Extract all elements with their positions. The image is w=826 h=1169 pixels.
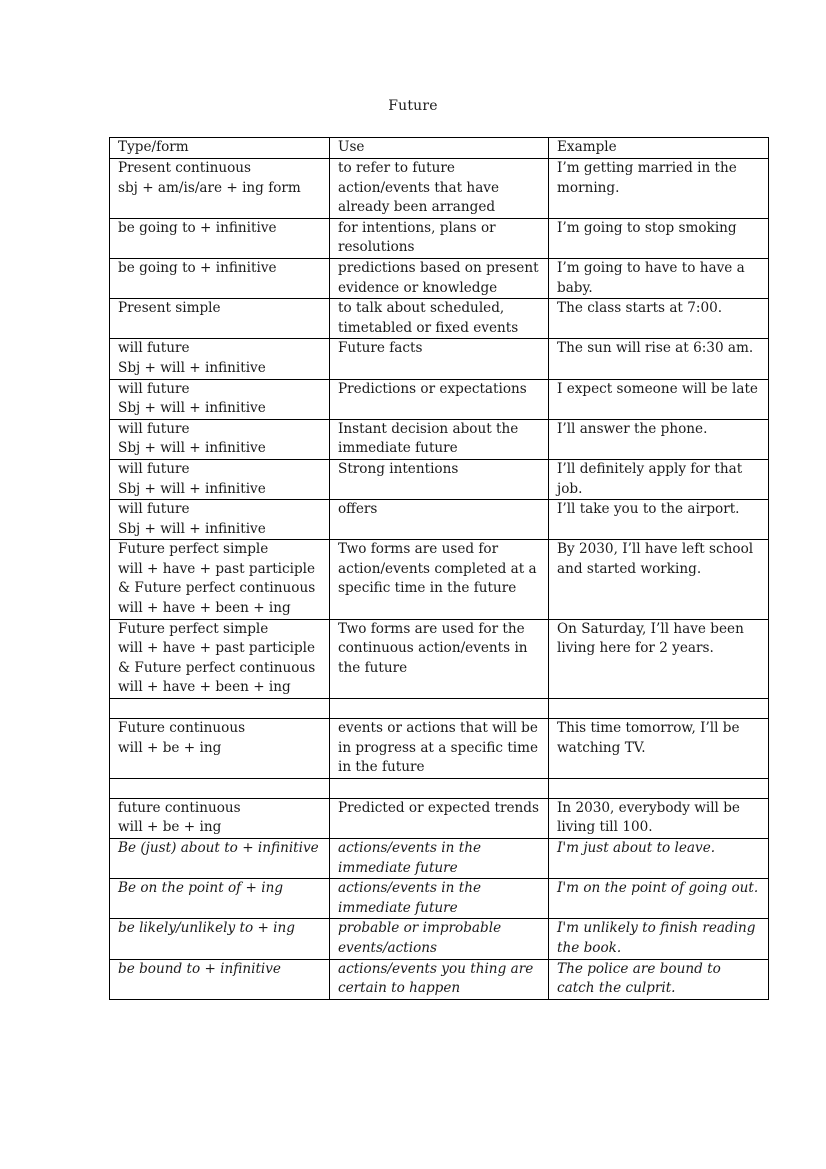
- form-line: future continuous: [118, 799, 241, 816]
- example-text: The class starts at 7:00.: [557, 300, 723, 317]
- example-text: I expect someone will be late: [557, 380, 758, 397]
- cell-use: [330, 798, 549, 838]
- cell-example: [549, 959, 769, 999]
- cell-type-form: [110, 959, 330, 999]
- table-row: [110, 258, 769, 298]
- form-line: will + have + past participle: [118, 560, 316, 577]
- cell-type-form: [110, 419, 330, 459]
- cell-use: [330, 839, 549, 879]
- table-header-row: [110, 138, 769, 159]
- cell-type-form: [110, 379, 330, 419]
- cell-example: [549, 540, 769, 619]
- cell-use: [330, 919, 549, 959]
- example-text: I'm unlikely to finish reading the book.: [557, 920, 756, 956]
- example-text: I’m going to stop smoking: [557, 219, 737, 236]
- form-line: will future: [118, 501, 190, 518]
- form-line: Present simple: [118, 300, 221, 317]
- form-line: be going to + infinitive: [118, 259, 277, 276]
- form-line: Future perfect simple: [118, 541, 269, 558]
- form-line: will future: [118, 460, 190, 477]
- use-text: actions/events you thing are certain to happen: [338, 960, 534, 997]
- form-line: Sbj + will + infinitive: [118, 359, 266, 376]
- example-text: I’ll answer the phone.: [557, 420, 708, 437]
- cell-use: [330, 339, 549, 379]
- cell-use: [330, 379, 549, 419]
- table-row: [110, 379, 769, 419]
- page-title: Future: [388, 98, 438, 114]
- cell-use: [330, 778, 549, 798]
- column-header-example: Example: [549, 138, 769, 159]
- table-row: [110, 778, 769, 798]
- cell-example: [549, 619, 769, 698]
- cell-example: [549, 379, 769, 419]
- table-row: [110, 919, 769, 959]
- table-row: [110, 699, 769, 719]
- cell-type-form: [110, 459, 330, 499]
- form-line: will + have + past participle: [118, 640, 316, 657]
- cell-use: [330, 218, 549, 258]
- form-line: Future continuous: [118, 720, 246, 737]
- cell-example: [549, 299, 769, 339]
- use-text: probable or improbable events/actions: [338, 920, 502, 956]
- use-text: Strong intentions: [338, 460, 459, 477]
- use-text: Two forms are used for action/events completed at a specific time in the future: [338, 541, 537, 597]
- form-line: will future: [118, 420, 190, 437]
- use-text: for intentions, plans or resolutions: [338, 219, 496, 256]
- cell-use: [330, 719, 549, 779]
- cell-type-form: [110, 839, 330, 879]
- use-text: actions/events in the immediate future: [338, 840, 481, 876]
- column-header-type-form: Type/form: [110, 138, 330, 159]
- table-row: [110, 540, 769, 619]
- use-text: predictions based on present evidence or knowledge: [338, 259, 539, 296]
- use-text: offers: [338, 501, 378, 518]
- example-text: I'm just about to leave.: [557, 840, 716, 856]
- form-line: Be on the point of + ing: [118, 880, 284, 897]
- table-row: [110, 218, 769, 258]
- example-text: I’ll definitely apply for that job.: [557, 460, 743, 497]
- cell-use: [330, 500, 549, 540]
- form-line: will future: [118, 340, 190, 357]
- form-line: be going to + infinitive: [118, 219, 277, 236]
- use-text: actions/events in the immediate future: [338, 880, 481, 916]
- cell-type-form: [110, 540, 330, 619]
- table-row: [110, 339, 769, 379]
- form-line: Be (just) about to + infinitive: [118, 840, 319, 856]
- form-line: & Future perfect continuous: [118, 580, 316, 597]
- cell-example: [549, 258, 769, 298]
- use-text: Future facts: [338, 340, 423, 357]
- example-text: The police are bound to catch the culprit.: [557, 960, 721, 997]
- cell-use: [330, 879, 549, 919]
- cell-type-form: [110, 218, 330, 258]
- example-text: I’m getting married in the morning.: [557, 160, 737, 196]
- form-line: be bound to + infinitive: [118, 960, 281, 977]
- table-row: [110, 159, 769, 219]
- cell-example: [549, 459, 769, 499]
- example-text: In 2030, everybody will be living till 100.: [557, 799, 740, 836]
- cell-type-form: [110, 619, 330, 698]
- form-line: will + have + been + ing: [118, 600, 291, 617]
- form-line: & Future perfect continuous: [118, 659, 316, 676]
- cell-example: [549, 218, 769, 258]
- use-text: to talk about scheduled, timetabled or fixed events: [338, 300, 519, 336]
- cell-type-form: [110, 879, 330, 919]
- cell-example: [549, 879, 769, 919]
- cell-type-form: [110, 339, 330, 379]
- cell-example: [549, 339, 769, 379]
- form-line: will + have + been + ing: [118, 679, 291, 696]
- use-text: Predictions or expectations: [338, 380, 527, 397]
- form-line: Sbj + will + infinitive: [118, 480, 266, 497]
- cell-type-form: [110, 798, 330, 838]
- cell-type-form: [110, 299, 330, 339]
- cell-example: [549, 778, 769, 798]
- cell-use: [330, 159, 549, 219]
- example-text: I’ll take you to the airport.: [557, 501, 740, 518]
- form-line: will future: [118, 380, 190, 397]
- table-body: [110, 159, 769, 1000]
- form-line: will + be + ing: [118, 739, 222, 756]
- table-row: [110, 879, 769, 919]
- form-line: Present continuous: [118, 160, 252, 176]
- example-text: On Saturday, I’ll have been living here for 2 years.: [557, 620, 744, 657]
- form-line: be likely/unlikely to + ing: [118, 920, 295, 937]
- cell-use: [330, 959, 549, 999]
- cell-use: [330, 540, 549, 619]
- form-line: will + be + ing: [118, 819, 222, 836]
- form-line: sbj + am/is/are + ing form: [118, 179, 301, 196]
- example-text: The sun will rise at 6:30 am.: [557, 340, 754, 357]
- form-line: Future perfect simple: [118, 620, 269, 637]
- cell-use: [330, 619, 549, 698]
- cell-example: [549, 500, 769, 540]
- table-row: [110, 839, 769, 879]
- cell-type-form: [110, 159, 330, 219]
- cell-use: [330, 459, 549, 499]
- example-text: By 2030, I’ll have left school and started working.: [557, 541, 754, 577]
- table-row: [110, 798, 769, 838]
- use-text: events or actions that will be in progress at a specific time in the future: [338, 720, 539, 776]
- use-text: Predicted or expected trends: [338, 799, 539, 816]
- cell-type-form: [110, 500, 330, 540]
- table-row: [110, 299, 769, 339]
- table-row: [110, 959, 769, 999]
- table-row: [110, 419, 769, 459]
- cell-type-form: [110, 719, 330, 779]
- use-text: to refer to future action/events that have already been arranged: [338, 160, 500, 216]
- cell-use: [330, 258, 549, 298]
- cell-example: [549, 159, 769, 219]
- cell-example: [549, 798, 769, 838]
- cell-example: [549, 919, 769, 959]
- cell-example: [549, 839, 769, 879]
- example-text: I’m going to have to have a baby.: [557, 259, 745, 296]
- cell-use: [330, 699, 549, 719]
- use-text: Two forms are used for the continuous action/events in the future: [338, 620, 528, 676]
- future-forms-table: [109, 137, 769, 1000]
- cell-use: [330, 299, 549, 339]
- column-header-use: Use: [330, 138, 549, 159]
- cell-use: [330, 419, 549, 459]
- form-line: Sbj + will + infinitive: [118, 400, 266, 417]
- cell-type-form: [110, 778, 330, 798]
- cell-type-form: [110, 258, 330, 298]
- cell-type-form: [110, 919, 330, 959]
- table-row: [110, 500, 769, 540]
- example-text: I'm on the point of going out.: [557, 880, 759, 897]
- example-text: This time tomorrow, I’ll be watching TV.: [557, 720, 740, 756]
- cell-type-form: [110, 699, 330, 719]
- form-line: Sbj + will + infinitive: [118, 440, 266, 457]
- use-text: Instant decision about the immediate future: [338, 420, 519, 457]
- table-row: [110, 459, 769, 499]
- cell-example: [549, 699, 769, 719]
- table-row: [110, 619, 769, 698]
- cell-example: [549, 719, 769, 779]
- form-line: Sbj + will + infinitive: [118, 520, 266, 537]
- table-row: [110, 719, 769, 779]
- cell-example: [549, 419, 769, 459]
